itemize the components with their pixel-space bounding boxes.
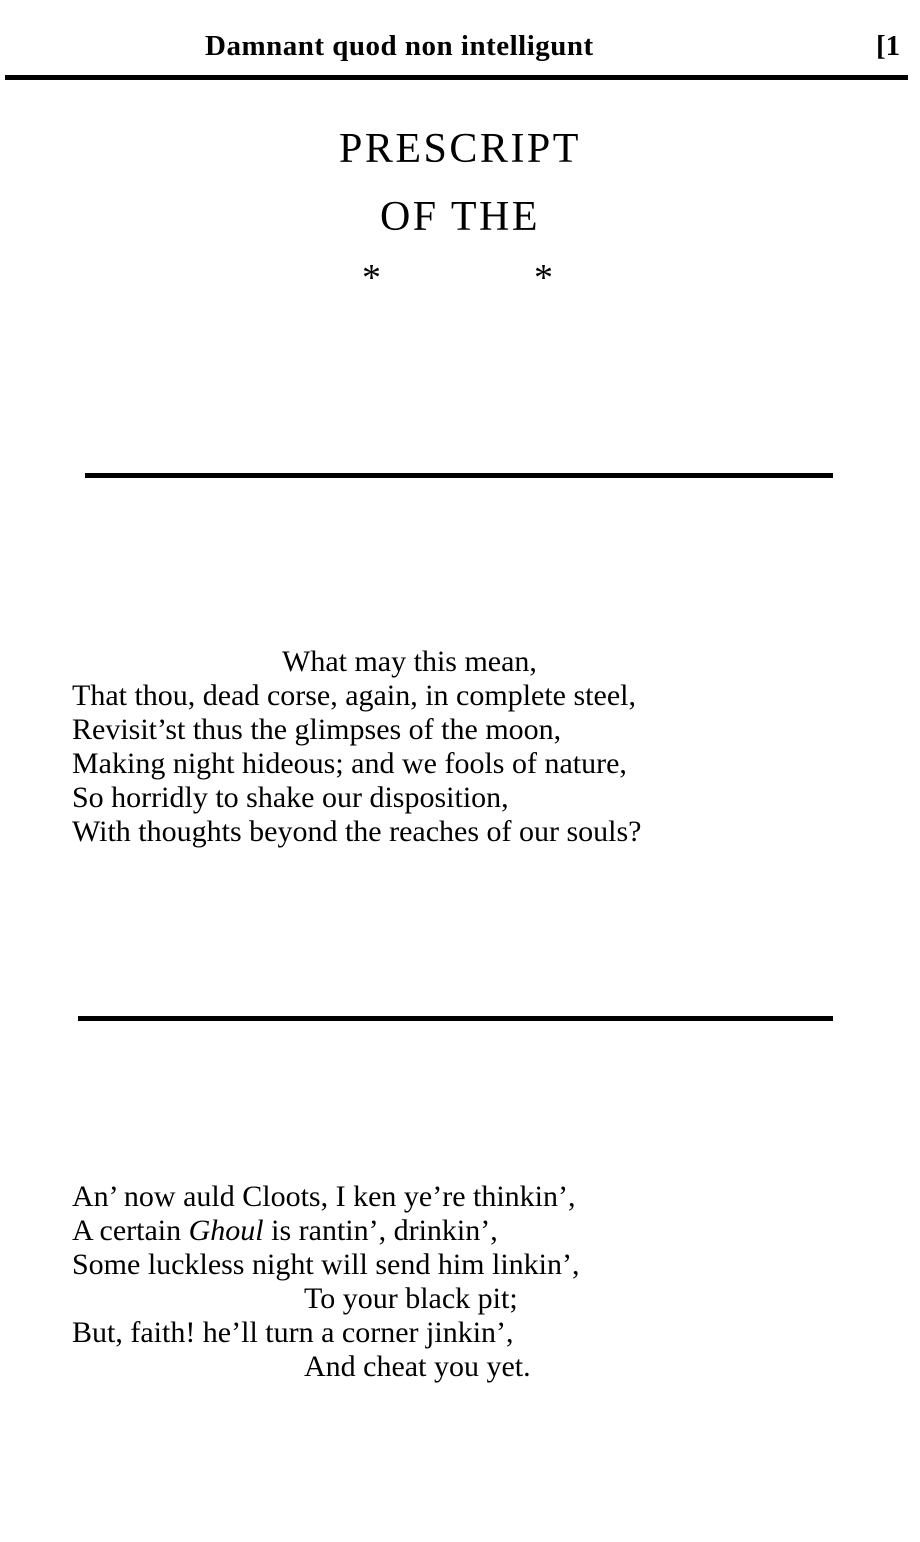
verse-line: Revisit’st thus the glimpses of the moon, — [72, 713, 562, 746]
asterisk-redaction-icon-2: * — [534, 257, 553, 299]
page-folio-number: [1 — [876, 30, 901, 62]
asterisk-redaction-icon-1: * — [362, 257, 381, 299]
verse-line: A certain Ghoul is rantin’, drinkin’, — [72, 1214, 498, 1247]
verse-line: What may this mean, — [282, 645, 537, 678]
verse-line: An’ now auld Cloots, I ken ye’re thinkin’, — [72, 1180, 576, 1213]
verse-line: To your black pit; — [304, 1282, 518, 1315]
verse-line: With thoughts beyond the reaches of our souls? — [72, 815, 642, 848]
verse-line: Some luckless night will send him linkin’, — [72, 1248, 580, 1281]
verse-line: And cheat you yet. — [304, 1350, 531, 1383]
running-header — [0, 26, 920, 70]
page-title-line-2: OF THE — [379, 194, 541, 240]
verse-line: That thou, dead corse, again, in complete steel, — [72, 679, 636, 712]
page-title-line-1: PRESCRIPT — [339, 126, 581, 172]
upper-section-rule — [85, 473, 833, 478]
page-title-block — [0, 124, 920, 306]
epigraph-block-first — [0, 645, 920, 849]
epigraph-block-second — [0, 1180, 920, 1384]
lower-section-rule — [78, 1016, 833, 1021]
verse-line: So horridly to shake our disposition, — [72, 781, 509, 814]
header-divider-rule — [5, 75, 908, 80]
verse-emphasis: Ghoul — [188, 1214, 264, 1247]
running-header-title: Damnant quod non intelligunt — [205, 30, 594, 62]
verse-line: Making night hideous; and we fools of nature, — [72, 747, 627, 780]
verse-line: But, faith! he’ll turn a corner jinkin’, — [72, 1316, 514, 1349]
redacted-title-row — [0, 256, 920, 306]
